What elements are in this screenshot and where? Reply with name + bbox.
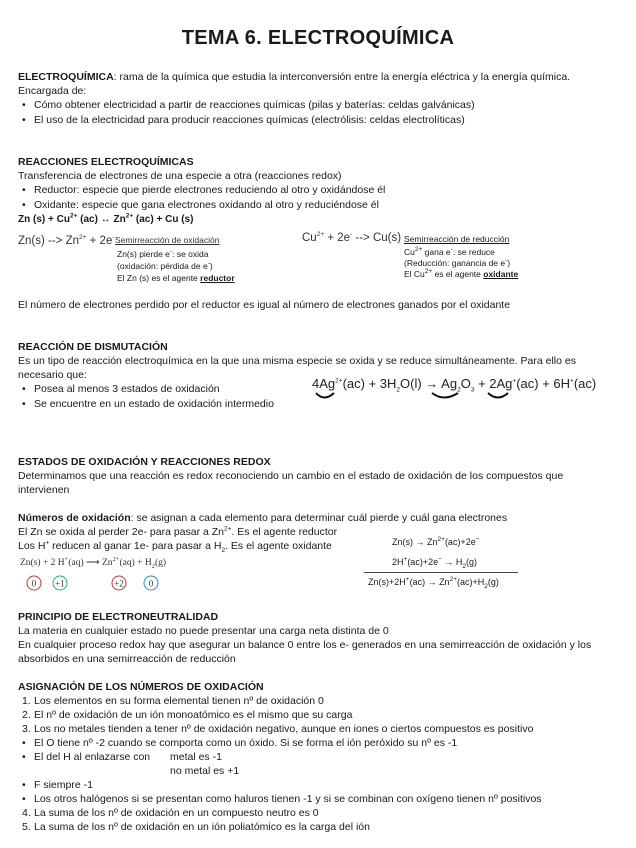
redox-conclusion: El número de electrones perdido por el reductor es igual al número de electrones ganados por el oxidante [18,299,511,311]
total-reaction: $Zn(s)+2H^+(ac) \to Zn^{2+}(ac)+H_2(g)$ [368,576,499,590]
reduction-note: El $Cu^{2+}$ es el agente oxidante [404,268,519,279]
redox-bullet: • Oxidante: especie que gana electrones oxidando al otro y reduciéndose él [34,198,379,212]
dismutation-bullet: • Se encuentre en un estado de oxidación intermedio [34,397,274,411]
neutrality-line1: La materia en cualquier estado no puede presentar una carga neta distinta de 0 [18,625,389,637]
reduction-half-equation: $Cu^{2+} + 2e^-$ --> Cu(s) [302,231,402,244]
dismutation-heading: REACCIÓN DE DISMUTACIÓN [18,341,168,353]
intro-term: ELECTROQUÍMICA [18,71,114,83]
oxidation-number-circles [18,574,188,592]
oxidation-note: (oxidación: pérdida de e-) [117,260,213,271]
redox-line1: Transferencia de electrones de una especie a otra (reacciones redox) [18,170,342,182]
sum-line [364,572,518,573]
ox-num-h: +1 [55,578,65,589]
oxidation-half-equation: Zn(s) --> $Zn^{2+} + 2e^-$ [18,234,115,247]
dismutation-bullet: • Posea al menos 3 estados de oxidación [34,382,220,396]
bracket-ag2o3 [432,393,458,398]
intro-bullet: • Cómo obtener electricidad a partir de reacciones químicas (pilas y baterías: celdas galvánicas) [34,98,475,112]
zn-h-equation: Zn(s) + 2 H+(aq) ⟶ $Zn^{2+}(aq) + H_2(g)$ [20,555,167,570]
assignment-bullet-halogens: • Los otros halógenos si se presentan como haluros tienen -1 y si se combinan con oxígeno tienen nº positivos [34,792,542,806]
neutrality-heading: PRINCIPIO DE ELECTRONEUTRALIDAD [18,611,219,623]
bracket-ag-right [488,393,508,398]
states-line2: intervienen [18,484,70,496]
bracket-ag-left [316,393,334,398]
page-title: TEMA 6. ELECTROQUÍMICA [181,27,455,49]
intro-bullet: • El uso de la electricidad para producir reacciones químicas (electrólisis: celdas electrolíticas) [34,113,465,127]
neutrality-line2: En cualquier proceso redox hay que asegurar un balance 0 entre los e- generados en una semirreacción de oxidación y los [18,639,592,651]
dismutation-line1: Es un tipo de reacción electroquímica en la que una misma especie se oxida y se reduce simultáneamente. Para ello es [18,355,576,367]
neutrality-line3: absorbidos en una semirreacción de reducción [18,653,236,665]
assignment-item: 2. El nº de oxidación de un ión monoatómico es el mismo que su carga [22,709,353,721]
dismutation-line2: necesario que: [18,369,87,381]
oxidation-label: Semirreacción de oxidación [115,235,220,245]
hydrogen-nonmetal: no metal es +1 [170,765,240,777]
dismutation-equation: $4Ag^{2+}(ac) + 3H_2O(l) \to Ag_2O_3 + 2Ag^+(ac) + 6H^+(ac)$ [312,376,597,394]
h-reduced: Los H+ reducen al ganar 1e- para pasar a $H_2$. Es el agente oxidante [18,539,332,555]
assignment-item: 5. La suma de los nº de oxidación en un ión poliatómico es la carga del ión [22,821,370,833]
dismutation-brackets [312,390,612,404]
half-reaction-reduction: $2H^+(ac)+2e^- \to H_2(g)$ [392,556,478,570]
assignment-item: 1. Los elementos en su forma elemental tienen nº de oxidación 0 [22,695,324,707]
redox-heading: REACCIONES ELECTROQUÍMICAS [18,156,194,168]
intro-definition [18,70,570,84]
ox-num-zn2: +2 [114,578,124,589]
oxidation-note: Zn(s) pierde e-: se oxida [117,248,209,259]
ox-num-h2: 0 [148,578,154,589]
assignment-heading: ASIGNACIÓN DE LOS NÚMEROS DE OXIDACIÓN [18,681,264,693]
assignment-bullet-fluorine: • F siempre -1 [34,778,93,792]
redox-reaction: Zn $(s) + Cu^{2+}$ (ac) ↔ $Zn^{2+}$ (ac) + Cu (s) [18,212,194,225]
reduction-note: (Reducción: ganancia de e-) [404,257,511,268]
assignment-bullet-hydrogen: • El del H al enlazarse con [34,750,150,764]
oxidation-note: El Zn (s) es el agente reductor [117,273,235,283]
reduction-note: $Cu^{2+}$ gana e-: se reduce [404,246,495,257]
half-reaction-oxidation: $Zn(s) \to Zn^{2+}(ac)+2e^-$ [392,536,480,547]
states-heading: ESTADOS DE OXIDACIÓN Y REACCIONES REDOX [18,456,271,468]
assignment-bullet-oxygen: • El O tiene nº -2 cuando se comporta como un óxido. Si se forma el ión peróxido su nº es -1 [34,736,457,750]
reduction-label: Semirreacción de reducción [404,234,510,244]
oxidation-numbers-def: Números de oxidación: se asignan a cada elemento para determinar cuál pierde y cuál gana electrones [18,512,508,524]
assignment-item: 3. Los no metales tienden a tener nº de oxidación negativo, aunque en iones o ciertos compuestos es positivo [22,723,534,735]
ox-num-zn: 0 [31,578,37,589]
assignment-item: 4. La suma de los nº de oxidación en un compuesto neutro es 0 [22,807,319,819]
intro-definition-text: : rama de la química que estudia la interconversión entre la energía eléctrica y la energía química. [113,71,571,83]
states-line1: Determinamos que una reacción es redox reconociendo un cambio en el estado de oxidación de los compuestos que [18,470,564,482]
redox-bullet: • Reductor: especie que pierde electrones reduciendo al otro y oxidándose él [34,183,385,197]
intro-line2: Encargada de: [18,85,87,97]
zn-oxidized: El Zn se oxida al perder 2e- para pasar a $Zn^{2+}$. Es el agente reductor [18,525,338,538]
hydrogen-metal: metal es -1 [170,751,222,763]
